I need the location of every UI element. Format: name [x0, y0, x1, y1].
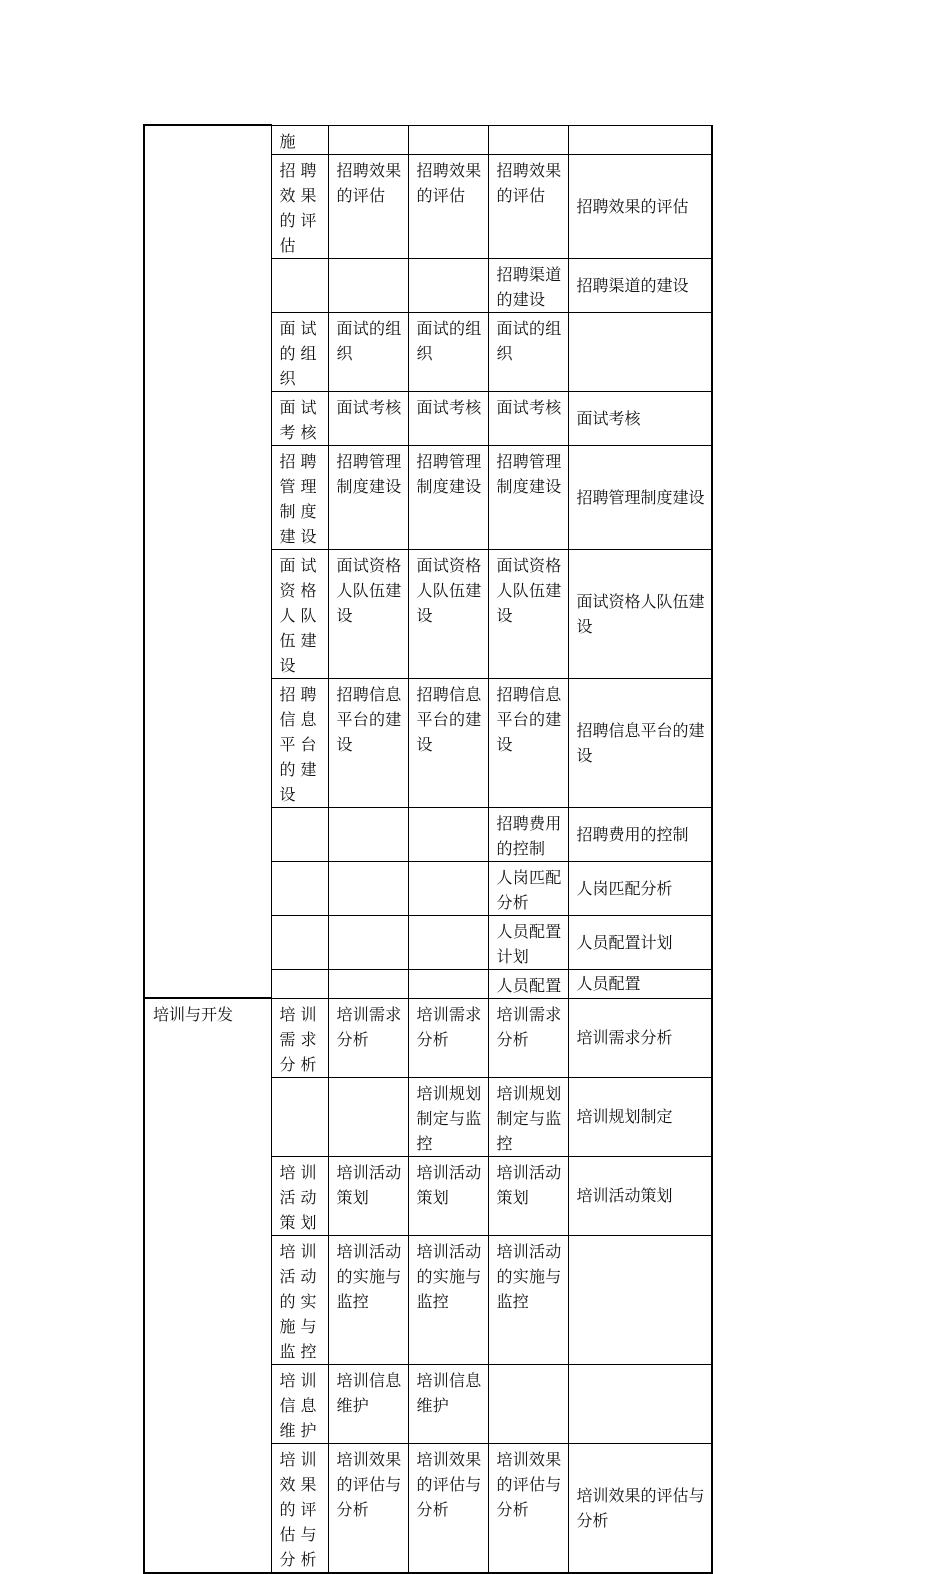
- table-cell: 招聘效果的评估: [568, 154, 712, 258]
- table-cell: [328, 1077, 408, 1156]
- table-cell: [488, 1364, 568, 1443]
- hr-function-table: [143, 124, 713, 1574]
- table-cell: 面试考核: [568, 391, 712, 445]
- table-cell: 面试资格人队伍建设: [328, 549, 408, 678]
- table-cell: 面试考核: [328, 391, 408, 445]
- table-cell: 面试资格人队伍建设: [408, 549, 488, 678]
- table-cell: 培训规划制定与监控: [408, 1077, 488, 1156]
- table-cell: [271, 861, 328, 915]
- table-cell: 招聘渠道的建设: [568, 258, 712, 312]
- table-cell: 人岗匹配分析: [568, 861, 712, 915]
- table-cell: 面试考核: [408, 391, 488, 445]
- table-cell: 人员配置计划: [568, 915, 712, 969]
- table-cell: [568, 312, 712, 391]
- table-cell: [568, 1235, 712, 1364]
- table-cell: 培训信息维护: [408, 1364, 488, 1443]
- table-cell: [488, 125, 568, 154]
- table-cell: 招聘管理制度建设: [568, 445, 712, 549]
- table-cell: [271, 258, 328, 312]
- table-cell: 招聘效果的评估: [408, 154, 488, 258]
- table-cell: 培训活动策划: [271, 1156, 328, 1235]
- table-cell: [568, 125, 712, 154]
- table-cell: 招聘管理制度建设: [408, 445, 488, 549]
- table-cell: 面试资格人队伍建设: [271, 549, 328, 678]
- table-cell: 招聘管理制度建设: [488, 445, 568, 549]
- table-cell: 招聘效果的评估: [271, 154, 328, 258]
- table-cell: 培训需求分析: [271, 998, 328, 1077]
- table-cell: 面试的组织: [271, 312, 328, 391]
- table-cell: [328, 807, 408, 861]
- table-cell: 面试资格人队伍建设: [488, 549, 568, 678]
- table-cell: 人岗匹配分析: [488, 861, 568, 915]
- table-cell: [271, 969, 328, 998]
- table-cell: 招聘费用的控制: [488, 807, 568, 861]
- table-cell: 培训需求分析: [328, 998, 408, 1077]
- table-cell: 培训效果的评估与分析: [488, 1443, 568, 1573]
- table-cell: 培训需求分析: [568, 998, 712, 1077]
- table-cell: 面试资格人队伍建设: [568, 549, 712, 678]
- table-cell: [408, 125, 488, 154]
- table-cell: [328, 915, 408, 969]
- table-cell: 人员配置: [568, 969, 712, 998]
- table-body: [144, 125, 712, 1573]
- table-cell: 招聘信息平台的建设: [328, 678, 408, 807]
- table-cell: 培训规划制定: [568, 1077, 712, 1156]
- table-cell: 施: [271, 125, 328, 154]
- table-cell: [271, 807, 328, 861]
- table-cell: 培训需求分析: [488, 998, 568, 1077]
- table-cell: [271, 1077, 328, 1156]
- table-cell: [271, 915, 328, 969]
- table-cell: 培训效果的评估与分析: [568, 1443, 712, 1573]
- table-cell: 招聘信息平台的建设: [271, 678, 328, 807]
- table-cell: 培训效果的评估与分析: [328, 1443, 408, 1573]
- table-cell: [328, 861, 408, 915]
- table-cell: [408, 969, 488, 998]
- table-cell: 培训活动的实施与监控: [328, 1235, 408, 1364]
- table-cell: 招聘渠道的建设: [488, 258, 568, 312]
- table-cell: 面试的组织: [408, 312, 488, 391]
- table-cell: [328, 969, 408, 998]
- table-cell: 招聘信息平台的建设: [408, 678, 488, 807]
- table-cell: [328, 125, 408, 154]
- table-cell: 培训活动的实施与监控: [408, 1235, 488, 1364]
- table-row: [144, 125, 712, 154]
- table-cell: [568, 1364, 712, 1443]
- table-cell: 人员配置计划: [488, 915, 568, 969]
- table-cell: 培训信息维护: [328, 1364, 408, 1443]
- table-cell: 培训效果的评估与分析: [408, 1443, 488, 1573]
- section-label: 培训与开发: [144, 998, 271, 1573]
- table-cell: 面试的组织: [488, 312, 568, 391]
- table-cell: 招聘管理制度建设: [328, 445, 408, 549]
- table-cell: [328, 258, 408, 312]
- table-cell: [408, 258, 488, 312]
- table-cell: 培训活动的实施与监控: [488, 1235, 568, 1364]
- table-cell: 面试的组织: [328, 312, 408, 391]
- table-cell: 培训信息维护: [271, 1364, 328, 1443]
- table-cell: 培训效果的评估与分析: [271, 1443, 328, 1573]
- table-cell: 人员配置: [488, 969, 568, 998]
- table-cell: 培训活动策划: [488, 1156, 568, 1235]
- table-cell: 培训规划制定与监控: [488, 1077, 568, 1156]
- table-cell: 招聘管理制度建设: [271, 445, 328, 549]
- table-cell: 招聘信息平台的建设: [568, 678, 712, 807]
- table-cell: [408, 807, 488, 861]
- table-cell: 招聘效果的评估: [328, 154, 408, 258]
- table-cell: 培训活动策划: [328, 1156, 408, 1235]
- table-cell: 面试考核: [271, 391, 328, 445]
- table-cell: 招聘信息平台的建设: [488, 678, 568, 807]
- table-cell: 面试考核: [488, 391, 568, 445]
- section-label: [144, 125, 271, 998]
- table-cell: 培训需求分析: [408, 998, 488, 1077]
- table-cell: 培训活动的实施与监控: [271, 1235, 328, 1364]
- table-cell: [408, 861, 488, 915]
- table-cell: 培训活动策划: [568, 1156, 712, 1235]
- table-cell: [408, 915, 488, 969]
- table-row: [144, 998, 712, 1077]
- table-cell: 招聘效果的评估: [488, 154, 568, 258]
- table-cell: 招聘费用的控制: [568, 807, 712, 861]
- table-cell: 培训活动策划: [408, 1156, 488, 1235]
